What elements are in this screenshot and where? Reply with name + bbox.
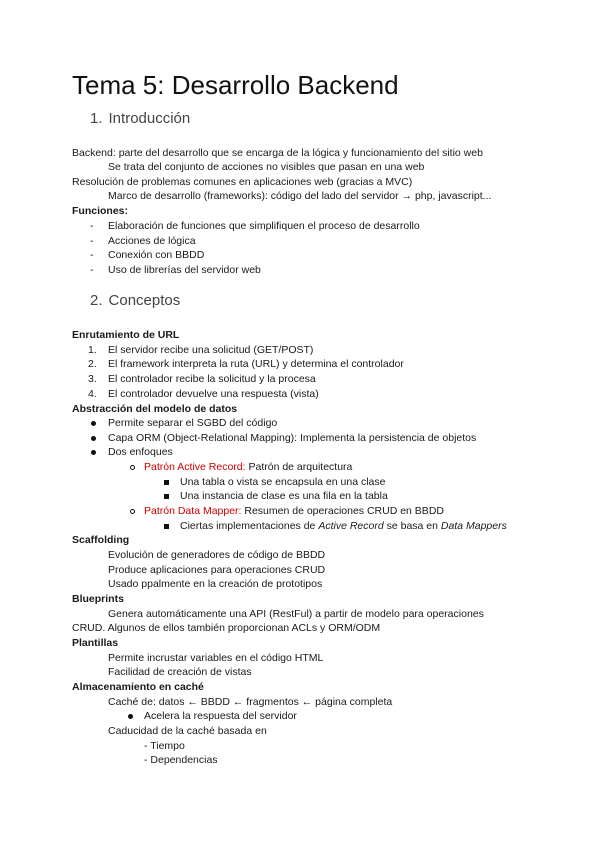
list-item: El controlador devuelve una respuesta (vista)	[108, 388, 319, 400]
section-number: 2.	[90, 292, 103, 309]
dash-marker: -	[90, 264, 94, 276]
body-line: Produce aplicaciones para operaciones CRUD	[108, 564, 326, 576]
list-item: Dos enfoques	[108, 446, 173, 458]
section-number: 1.	[90, 110, 103, 127]
list-item: Acciones de lógica	[108, 235, 196, 247]
body-line: Genera automáticamente una API (RestFul) a partir de modelo para operaciones	[108, 608, 484, 620]
data-mapper-text: Resumen de operaciones CRUD en BBDD	[241, 505, 444, 517]
funciones-heading: Funciones:	[72, 205, 129, 217]
body-line: Facilidad de creación de vistas	[108, 666, 252, 678]
section-heading-conceptos	[90, 292, 180, 309]
page-title: Tema 5: Desarrollo Backend	[72, 70, 399, 100]
list-item	[180, 519, 507, 533]
intro-line: Marco de desarrollo (frameworks): código del lado del servidor → php, javascript...	[108, 190, 492, 202]
list-item: Conexión con BBDD	[108, 249, 205, 261]
list-item: - Tiempo	[144, 740, 185, 752]
list-item: Acelera la respuesta del servidor	[144, 710, 297, 722]
dash-marker: -	[90, 235, 94, 247]
list-item: - Dependencias	[144, 754, 218, 766]
intro-line: Resolución de problemas comunes en aplicaciones web (gracias a MVC)	[72, 176, 413, 188]
list-item	[144, 504, 444, 518]
bullet-dot	[91, 450, 96, 455]
list-item: El controlador recibe la solicitud y la procesa	[108, 373, 316, 385]
bullet-circle	[130, 465, 135, 470]
blueprints-heading: Blueprints	[72, 593, 124, 605]
data-mapper-label: Patrón Data Mapper:	[144, 505, 242, 517]
intro-line: Se trata del conjunto de acciones no visibles que pasan en una web	[108, 161, 425, 173]
intro-line: Backend: parte del desarrollo que se encarga de la lógica y funcionamiento del sitio web	[72, 147, 483, 159]
plantillas-heading: Plantillas	[72, 637, 119, 649]
body-line: Usado ppalmente en la creación de prototipos	[108, 578, 323, 590]
bullet-dot	[91, 421, 96, 426]
body-line: Caducidad de la caché basada en	[108, 725, 267, 737]
list-number: 4.	[88, 388, 97, 400]
dash-marker: -	[90, 249, 94, 261]
list-item: El servidor recibe una solicitud (GET/POST)	[108, 344, 314, 356]
body-line: Caché de: datos ← BBDD ← fragmentos ← página completa	[108, 696, 393, 708]
bullet-square	[164, 480, 169, 485]
list-number: 3.	[88, 373, 97, 385]
list-item: Uso de librerías del servidor web	[108, 264, 261, 276]
cache-heading: Almacenamiento en caché	[72, 681, 204, 693]
active-record-label: Patrón Active Record:	[144, 461, 246, 473]
body-line: Permite incrustar variables en el código HTML	[108, 652, 324, 664]
section-label: Introducción	[108, 110, 191, 127]
enrutamiento-heading: Enrutamiento de URL	[72, 329, 180, 341]
text-fragment-italic: Data Mappers	[440, 520, 507, 532]
list-number: 2.	[88, 358, 97, 370]
section-label: Conceptos	[108, 292, 181, 309]
list-item: Permite separar el SGBD del código	[108, 417, 278, 429]
list-item: Una instancia de clase es una fila en la tabla	[180, 490, 388, 502]
list-item: Una tabla o vista se encapsula en una clase	[180, 476, 386, 488]
bullet-circle	[130, 509, 135, 514]
list-item	[144, 460, 352, 474]
list-number: 1.	[88, 344, 97, 356]
list-item: El framework interpreta la ruta (URL) y determina el controlador	[108, 358, 404, 370]
section-heading-introduccion	[90, 110, 190, 127]
list-item: Capa ORM (Object-Relational Mapping): Implementa la persistencia de objetos	[108, 432, 477, 444]
active-record-text: Patrón de arquitectura	[245, 461, 353, 473]
dash-marker: -	[90, 220, 94, 232]
bullet-square	[164, 524, 169, 529]
bullet-dot	[128, 714, 133, 719]
bullet-square	[164, 494, 169, 499]
body-line: Evolución de generadores de código de BBDD	[108, 549, 326, 561]
scaffolding-heading: Scaffolding	[72, 534, 130, 546]
bullet-dot	[91, 436, 96, 441]
list-item: Elaboración de funciones que simplifiquen el proceso de desarrollo	[108, 220, 420, 232]
abstraccion-heading: Abstracción del modelo de datos	[72, 403, 238, 415]
text-fragment: se basa en	[383, 520, 441, 532]
body-line: CRUD. Algunos de ellos también proporcionan ACLs y ORM/ODM	[72, 622, 381, 634]
text-fragment: Ciertas implementaciones de	[180, 520, 319, 532]
text-fragment-italic: Active Record	[318, 520, 384, 532]
